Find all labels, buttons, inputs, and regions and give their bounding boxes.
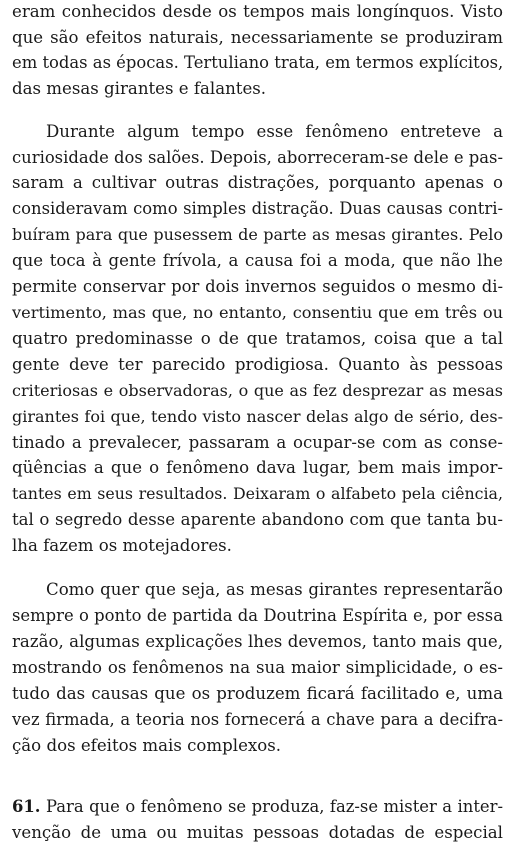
- text-line: criteriosas e observadoras, o que as fez desprezar as mesas: [12, 381, 503, 400]
- text-line: vertimento, mas que, no entanto, consentiu que em três ou: [12, 303, 503, 322]
- text-line: ção dos efeitos mais complexos.: [12, 736, 282, 755]
- text-line: venção de uma ou muitas pessoas dotadas de especial: [12, 823, 503, 842]
- text-line: [12, 796, 503, 818]
- text-line: que são efeitos naturais, necessariamente se produziram: [12, 28, 503, 47]
- item-number: 61.: [12, 797, 41, 816]
- text-line: sempre o ponto de partida da Doutrina Espírita e, por essa: [12, 606, 503, 625]
- text-line: saram a cultivar outras distrações, porquanto apenas o: [12, 173, 503, 192]
- text-line: tudo das causas que os produzem ficará facilitado e, uma: [12, 684, 503, 703]
- text-line: permite conservar por dois invernos seguidos o mesmo di-: [12, 277, 503, 296]
- text-line: eram conhecidos desde os tempos mais longínquos. Visto: [12, 2, 503, 21]
- text-line-content: Para que o fenômeno se produza, faz-se mister a inter-: [40, 797, 503, 816]
- text-line: que toca à gente frívola, a causa foi a moda, que não lhe: [12, 251, 503, 270]
- text-line: tantes em seus resultados. Deixaram o alfabeto pela ciência,: [12, 484, 503, 503]
- text-line: tal o segredo desse aparente abandono com que tanta bu-: [12, 510, 503, 529]
- text-line: curiosidade dos salões. Depois, aborreceram-se dele e pas-: [12, 148, 503, 167]
- text-line: razão, algumas explicações lhes devemos, tanto mais que,: [12, 632, 503, 651]
- text-line: qüências a que o fenômeno dava lugar, bem mais impor-: [12, 458, 503, 477]
- text-line: Como quer que seja, as mesas girantes representarão: [46, 580, 503, 599]
- text-line: em todas as épocas. Tertuliano trata, em termos explícitos,: [12, 53, 504, 72]
- text-line: lha fazem os motejadores.: [12, 536, 232, 555]
- text-line: buíram para que pusessem de parte as mesas girantes. Pelo: [12, 225, 503, 244]
- text-line: consideravam como simples distração. Duas causas contri-: [12, 199, 503, 218]
- text-line: gente deve ter parecido prodigiosa. Quanto às pessoas: [12, 355, 503, 374]
- text-line: das mesas girantes e falantes.: [12, 79, 267, 98]
- text-line: vez firmada, a teoria nos fornecerá a chave para a decifra-: [12, 710, 503, 729]
- text-line: girantes foi que, tendo visto nascer delas algo de sério, des-: [12, 407, 503, 426]
- text-line: mostrando os fenômenos na sua maior simplicidade, o es-: [12, 658, 503, 677]
- text-line: quatro predominasse o de que tratamos, coisa que a tal: [12, 329, 503, 348]
- text-line: tinado a prevalecer, passaram a ocupar-se com as conse-: [12, 433, 503, 452]
- text-line: Durante algum tempo esse fenômeno entreteve a: [46, 122, 503, 141]
